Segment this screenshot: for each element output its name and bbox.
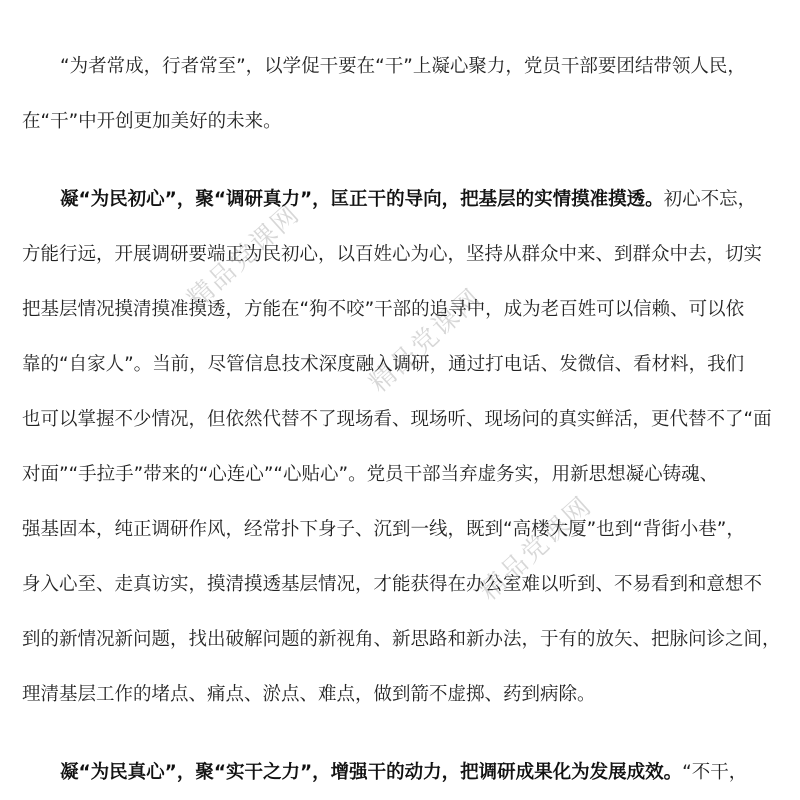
paragraph2-line8: 身入心至、走真访实，摸清摸透基层情况，才能获得在办公室难以听到、不易看到和意想不 xyxy=(22,574,763,595)
paragraph3-line1-tail: “不干， xyxy=(682,762,748,783)
watermark: 精品党课网 xyxy=(182,198,307,315)
watermark: 精品党课网 xyxy=(364,282,489,399)
paragraph2-line2: 方能行远，开展调研要端正为民初心，以百姓心为心，坚持从群众中来、到群众中去，切实 xyxy=(22,244,763,265)
paragraph2-line4: 靠的“自家人”。当前，尽管信息技术深度融入调研，通过打电话、发微信、看材料，我们 xyxy=(22,354,745,375)
paragraph2-line1-tail: 初心不忘， xyxy=(663,189,757,210)
paragraph3-line1 xyxy=(60,761,747,785)
paragraph2-line6: 对面”“手拉手”带来的“心连心”“心贴心”。党员干部当弃虚务实，用新思想凝心铸魂、 xyxy=(22,464,719,485)
watermark: 精品党课网 xyxy=(474,490,599,607)
paragraph1-line2: 在“干”中开创更加美好的未来。 xyxy=(22,111,282,132)
paragraph2-line1 xyxy=(60,188,756,212)
paragraph1-line1: “为者常成，行者常至”，以学促干要在“干”上凝心聚力，党员干部要团结带领人民， xyxy=(60,56,746,77)
paragraph2-line7: 强基固本，纯正调研作风，经常扑下身子、沉到一线，既到“高楼大厦”也到“背街小巷”， xyxy=(22,519,745,540)
paragraph3-heading: 凝“为民真心”，聚“实干之力”，增强干的动力，把调研成果化为发展成效。 xyxy=(60,762,683,783)
paragraph2-line5: 也可以掌握不少情况，但依然代替不了现场看、现场听、现场问的真实鲜活，更代替不了“面 xyxy=(22,409,772,430)
paragraph2-line9: 到的新情况新问题，找出破解问题的新视角、新思路和新办法，于有的放矢、把脉问诊之间， xyxy=(22,629,781,650)
paragraph2-line3: 把基层情况摸清摸准摸透，方能在“狗不咬”干部的追寻中，成为老百姓可以信赖、可以依 xyxy=(22,299,745,320)
paragraph2-line10: 理清基层工作的堵点、痛点、淤点、难点，做到箭不虚掷、药到病除。 xyxy=(22,684,596,705)
paragraph2-heading: 凝“为民初心”，聚“调研真力”，匡正干的导向，把基层的实情摸准摸透。 xyxy=(60,189,664,210)
